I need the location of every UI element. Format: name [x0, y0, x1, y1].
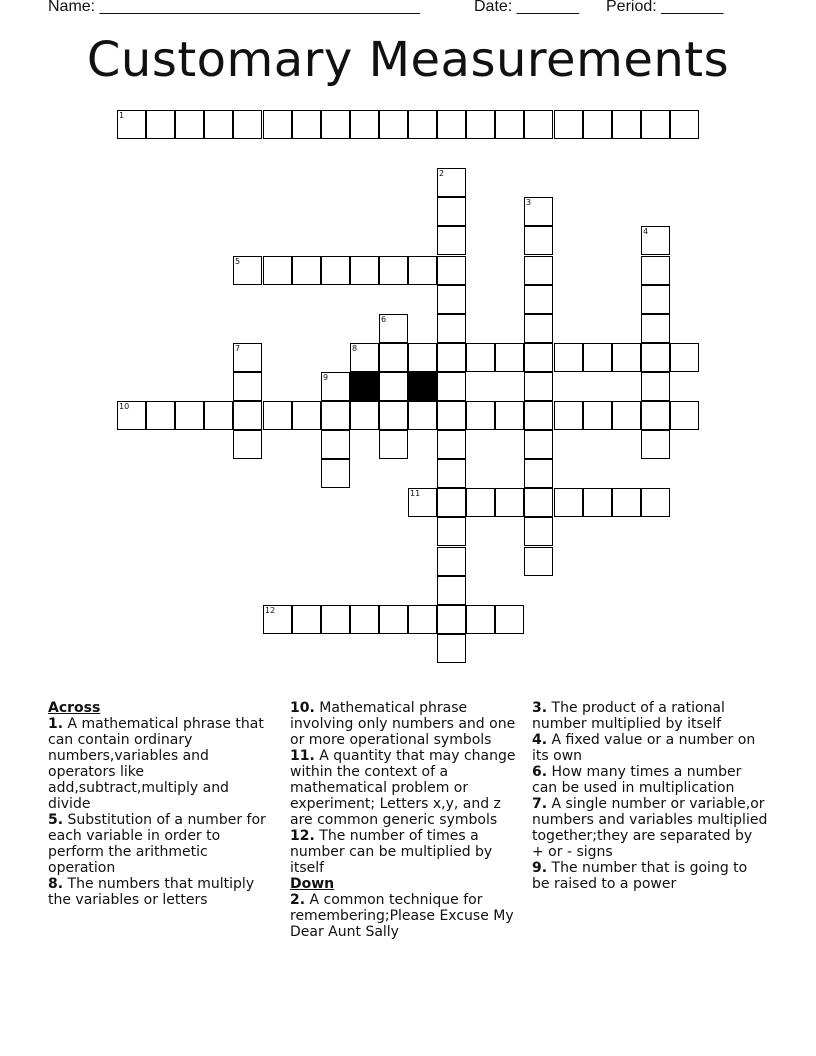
crossword-cell[interactable] — [583, 110, 612, 139]
down-heading: Down — [290, 876, 335, 892]
crossword-cell[interactable] — [641, 372, 670, 401]
crossword-cell[interactable] — [583, 488, 612, 517]
crossword-cell[interactable] — [466, 110, 495, 139]
clue-number-label: 11 — [410, 489, 421, 498]
crossword-cell[interactable] — [495, 343, 524, 372]
clues-column-3 — [532, 700, 768, 892]
crossword-cell[interactable] — [524, 517, 553, 546]
crossword-cell[interactable] — [146, 401, 175, 430]
crossword-cell[interactable] — [379, 401, 408, 430]
clue-down-3: 3. The product of a rational number multiplied by itself — [532, 700, 725, 732]
clue-across-5: 5. Substitution of a number for each variable in order to perform the arithmetic operation — [48, 812, 266, 876]
date-field-label[interactable]: Date: _______ — [474, 0, 579, 15]
crossword-cell[interactable] — [437, 197, 466, 226]
crossword-cell[interactable] — [524, 430, 553, 459]
crossword-cell[interactable] — [670, 343, 699, 372]
clue-number-label: 5 — [235, 257, 241, 266]
across-heading: Across — [48, 700, 101, 716]
crossword-cell[interactable] — [437, 256, 466, 285]
crossword-cell[interactable] — [379, 110, 408, 139]
clue-across-1: 1. A mathematical phrase that can contain ordinary numbers,variables and operators like add,subtract,multiply and divide — [48, 716, 264, 812]
crossword-cell[interactable] — [641, 343, 670, 372]
crossword-cell[interactable] — [350, 401, 379, 430]
crossword-cell[interactable] — [524, 226, 553, 255]
clue-number-label: 1 — [119, 111, 125, 120]
period-field-label[interactable]: Period: _______ — [606, 0, 724, 15]
crossword-cell[interactable] — [641, 488, 670, 517]
crossword-cell[interactable] — [495, 110, 524, 139]
crossword-cell[interactable] — [495, 401, 524, 430]
crossword-cell[interactable] — [292, 605, 321, 634]
clue-down-7: 7. A single number or variable,or numbers and variables multiplied together;they are separated by + or - signs — [532, 796, 768, 860]
crossword-cell[interactable] — [437, 634, 466, 663]
crossword-cell[interactable] — [379, 372, 408, 401]
crossword-cell[interactable] — [175, 110, 204, 139]
crossword-cell[interactable] — [524, 343, 553, 372]
clue-down-6: 6. How many times a number can be used in multiplication — [532, 764, 742, 796]
crossword-cell[interactable] — [437, 517, 466, 546]
crossword-cell[interactable] — [350, 605, 379, 634]
crossword-cell[interactable] — [204, 110, 233, 139]
clue-number-label: 12 — [265, 606, 276, 615]
clue-across-10: 10. Mathematical phrase involving only numbers and one or more operational symbols — [290, 700, 516, 748]
crossword-cell[interactable] — [292, 256, 321, 285]
crossword-cell[interactable] — [350, 110, 379, 139]
crossword-cell[interactable] — [437, 285, 466, 314]
crossword-cell[interactable] — [408, 605, 437, 634]
crossword-cell[interactable] — [524, 372, 553, 401]
crossword-cell[interactable] — [612, 110, 641, 139]
crossword-cell[interactable] — [524, 547, 553, 576]
crossword-cell[interactable] — [292, 401, 321, 430]
crossword-cell[interactable] — [321, 256, 350, 285]
crossword-cell[interactable] — [437, 401, 466, 430]
puzzle-title: Customary Measurements — [86, 32, 730, 88]
crossword-cell[interactable] — [641, 256, 670, 285]
crossword-cell[interactable] — [583, 401, 612, 430]
crossword-cell[interactable] — [263, 401, 292, 430]
clue-across-8: 8. The numbers that multiply the variables or letters — [48, 876, 255, 908]
crossword-cell[interactable] — [233, 372, 262, 401]
clue-number-label: 9 — [323, 373, 329, 382]
crossword-cell[interactable] — [524, 488, 553, 517]
crossword-cell[interactable] — [146, 110, 175, 139]
crossword-cell[interactable] — [554, 401, 583, 430]
crossword-cell[interactable] — [554, 343, 583, 372]
crossword-cell[interactable] — [321, 401, 350, 430]
crossword-black-cell — [408, 372, 437, 401]
clue-number-label: 2 — [439, 169, 445, 178]
crossword-cell[interactable] — [233, 430, 262, 459]
clue-across-12: 12. The number of times a number can be multiplied by itself — [290, 828, 493, 876]
crossword-cell[interactable] — [641, 110, 670, 139]
crossword-cell[interactable] — [524, 285, 553, 314]
crossword-cell[interactable] — [495, 488, 524, 517]
crossword-cell[interactable] — [641, 430, 670, 459]
crossword-cell[interactable] — [583, 343, 612, 372]
crossword-cell[interactable] — [321, 110, 350, 139]
crossword-cell[interactable] — [379, 343, 408, 372]
clue-number-label: 6 — [381, 315, 387, 324]
clue-number-label: 4 — [643, 227, 649, 236]
crossword-cell[interactable] — [437, 605, 466, 634]
crossword-cell[interactable] — [554, 110, 583, 139]
crossword-cell[interactable] — [641, 314, 670, 343]
crossword-cell[interactable] — [321, 430, 350, 459]
crossword-cell[interactable] — [233, 401, 262, 430]
crossword-cell[interactable] — [554, 488, 583, 517]
crossword-cell[interactable] — [437, 576, 466, 605]
crossword-cell[interactable] — [641, 401, 670, 430]
crossword-cell[interactable] — [437, 226, 466, 255]
crossword-cell[interactable] — [524, 110, 553, 139]
crossword-cell[interactable] — [437, 459, 466, 488]
crossword-cell[interactable] — [321, 605, 350, 634]
crossword-cell[interactable] — [408, 343, 437, 372]
crossword-cell[interactable] — [524, 256, 553, 285]
crossword-cell[interactable] — [233, 110, 262, 139]
crossword-cell[interactable] — [437, 488, 466, 517]
crossword-cell[interactable] — [466, 605, 495, 634]
clues-column-2 — [290, 700, 522, 940]
crossword-cell[interactable] — [292, 110, 321, 139]
crossword-cell[interactable] — [437, 314, 466, 343]
crossword-cell[interactable] — [437, 430, 466, 459]
clue-number-label: 10 — [119, 402, 130, 411]
crossword-cell[interactable] — [379, 605, 408, 634]
crossword-cell[interactable] — [408, 401, 437, 430]
crossword-cell[interactable] — [379, 256, 408, 285]
crossword-cell[interactable] — [437, 110, 466, 139]
crossword-cell[interactable] — [204, 401, 233, 430]
crossword-cell[interactable] — [524, 314, 553, 343]
clue-down-4: 4. A fixed value or a number on its own — [532, 732, 756, 764]
crossword-cell[interactable] — [437, 372, 466, 401]
crossword-black-cell — [350, 372, 379, 401]
clue-number-label: 7 — [235, 344, 241, 353]
crossword-cell[interactable] — [524, 459, 553, 488]
clue-down-2: 2. A common technique for remembering;Please Excuse My Dear Aunt Sally — [290, 892, 514, 940]
crossword-cell[interactable] — [379, 430, 408, 459]
crossword-cell[interactable] — [175, 401, 204, 430]
clue-across-11: 11. A quantity that may change within the context of a mathematical problem or experiment; Letters x,y, and z are common generic symbols — [290, 748, 516, 828]
crossword-cell[interactable] — [670, 110, 699, 139]
crossword-cell[interactable] — [495, 605, 524, 634]
crossword-cell[interactable] — [466, 488, 495, 517]
name-field-label[interactable]: Name: ____________________________________ — [48, 0, 420, 15]
crossword-cell[interactable] — [437, 343, 466, 372]
crossword-cell[interactable] — [670, 401, 699, 430]
crossword-cell[interactable] — [408, 110, 437, 139]
crossword-cell[interactable] — [263, 110, 292, 139]
crossword-cell[interactable] — [466, 343, 495, 372]
crossword-cell[interactable] — [437, 547, 466, 576]
crossword-cell[interactable] — [350, 256, 379, 285]
crossword-cell[interactable] — [408, 256, 437, 285]
crossword-cell[interactable] — [524, 401, 553, 430]
crossword-cell[interactable] — [612, 343, 641, 372]
crossword-cell[interactable] — [466, 401, 495, 430]
clue-number-label: 3 — [526, 198, 532, 207]
crossword-cell[interactable] — [612, 488, 641, 517]
crossword-cell[interactable] — [321, 459, 350, 488]
clue-down-9: 9. The number that is going to be raised to a power — [532, 860, 748, 892]
crossword-cell[interactable] — [641, 285, 670, 314]
crossword-cell[interactable] — [612, 401, 641, 430]
crossword-cell[interactable] — [263, 256, 292, 285]
clues-column-1 — [48, 700, 270, 908]
clue-number-label: 8 — [352, 344, 358, 353]
